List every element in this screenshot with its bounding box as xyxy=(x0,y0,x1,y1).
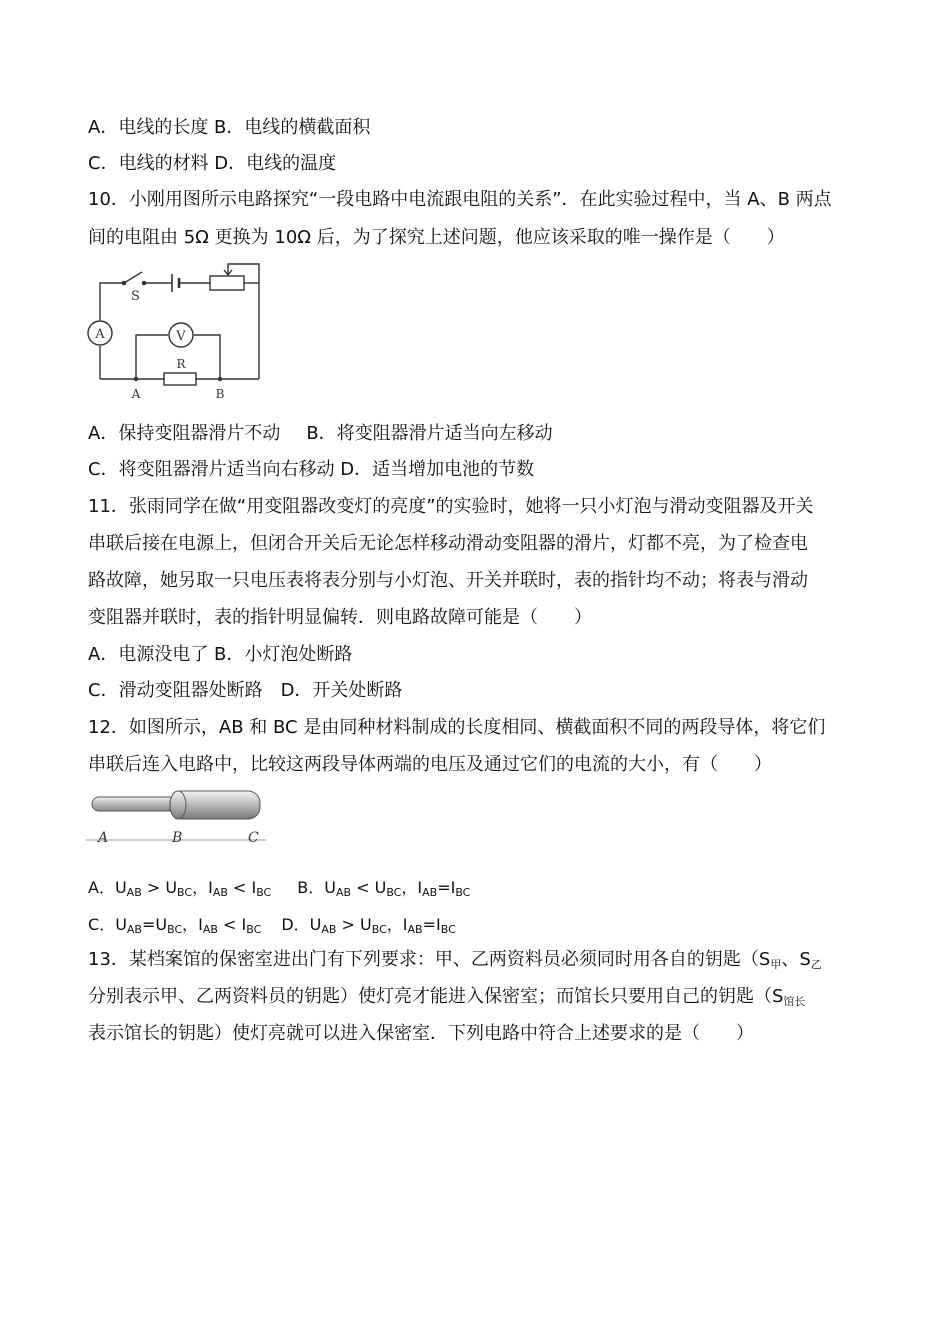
q12-option-d: D．$U_{AB} > U_{BC}$，$I_{AB}=I_{BC}$ xyxy=(281,915,456,936)
point-a-label: A xyxy=(131,387,141,401)
switch-label: S xyxy=(131,289,140,304)
point-b-label: B xyxy=(172,830,183,846)
q11-options-row-2: C．滑动变阻器处断路 D．开关处断路 xyxy=(88,680,403,701)
voltmeter-symbol: V xyxy=(176,329,186,344)
q12-conductor-diagram xyxy=(86,786,266,848)
q9-options-row-2: C．电线的材料 D．电线的温度 xyxy=(88,153,337,174)
sub-guanzhang: 馆长 xyxy=(783,995,806,1008)
q12-stem-line-2: 串联后连入电路中，比较这两段导体两端的电压及通过它们的电流的大小，有（ ） xyxy=(88,754,772,775)
point-c-label: C xyxy=(248,830,259,846)
point-a-label: A xyxy=(98,830,109,846)
q12-option-c: C．$U_{AB}=U_{BC}$，$I_{AB} < I_{BC}$ xyxy=(88,915,262,936)
q10-circuit-diagram xyxy=(86,258,268,402)
sub-jia: 甲 xyxy=(770,958,782,971)
q10-option-a: A．保持变阻器滑片不动 xyxy=(88,423,281,444)
point-b-label: B xyxy=(215,387,225,401)
q9-options-row-1: A．电线的长度 B．电线的横截面积 xyxy=(88,117,371,138)
q10-option-b: B．将变阻器滑片适当向左移动 xyxy=(306,423,553,444)
q13-stem-line-1: 13．某档案馆的保密室进出门有下列要求：甲、乙两资料员必须同时用各自的钥匙（$S_甲$、$S_乙$ xyxy=(88,949,822,971)
q11-stem-line-1: 11．张雨同学在做“用变阻器改变灯的亮度”的实验时，她将一只小灯泡与滑动变阻器及开关 xyxy=(88,496,814,517)
q11-stem-line-2: 串联后接在电源上，但闭合开关后无论怎样移动滑动变阻器的滑片，灯都不亮，为了检查电 xyxy=(88,533,808,554)
q12-option-b: B．$U_{AB} < U_{BC}$，$I_{AB}=I_{BC}$ xyxy=(297,878,471,899)
q12-options-row-2 xyxy=(88,913,456,937)
resistor-label: R xyxy=(176,357,186,371)
q11-options-row-1: A．电源没电了 B．小灯泡处断路 xyxy=(88,644,353,665)
q12-stem-line-1: 12．如图所示，AB 和 BC 是由同种材料制成的长度相同、横截面积不同的两段导体，将它们 xyxy=(88,717,826,738)
q11-stem-line-3: 路故障，她另取一只电压表将表分别与小灯泡、开关并联时，表的指针均不动；将表与滑动 xyxy=(88,570,808,591)
ammeter-symbol: A xyxy=(95,327,105,342)
q12-option-a: A．$U_{AB} > U_{BC}$，$I_{AB} < I_{BC}$ xyxy=(88,878,272,899)
q10-stem-line-1: 10．小刚用图所示电路探究“一段电路中电流跟电阻的关系”．在此实验过程中，当 A、B 两点 xyxy=(88,189,832,210)
q12-options-row-1 xyxy=(88,876,470,900)
q10-options-row-2: C．将变阻器滑片适当向右移动 D．适当增加电池的节数 xyxy=(88,459,535,480)
q11-stem-line-4: 变阻器并联时，表的指针明显偏转．则电路故障可能是（ ） xyxy=(88,607,592,628)
q13-stem-line-2: 分别表示甲、乙两资料员的钥匙）使灯亮才能进入保密室；而馆长只要用自己的钥匙（$S_{馆长}$ xyxy=(88,986,806,1008)
sub-yi: 乙 xyxy=(810,958,822,971)
q10-options-row-1 xyxy=(88,422,553,446)
q13-stem-line-3: 表示馆长的钥匙）使灯亮就可以进入保密室．下列电路中符合上述要求的是（ ） xyxy=(88,1023,754,1044)
q10-stem-line-2: 间的电阻由 5Ω 更换为 10Ω 后，为了探究上述问题，他应该采取的唯一操作是（ ） xyxy=(88,227,785,248)
